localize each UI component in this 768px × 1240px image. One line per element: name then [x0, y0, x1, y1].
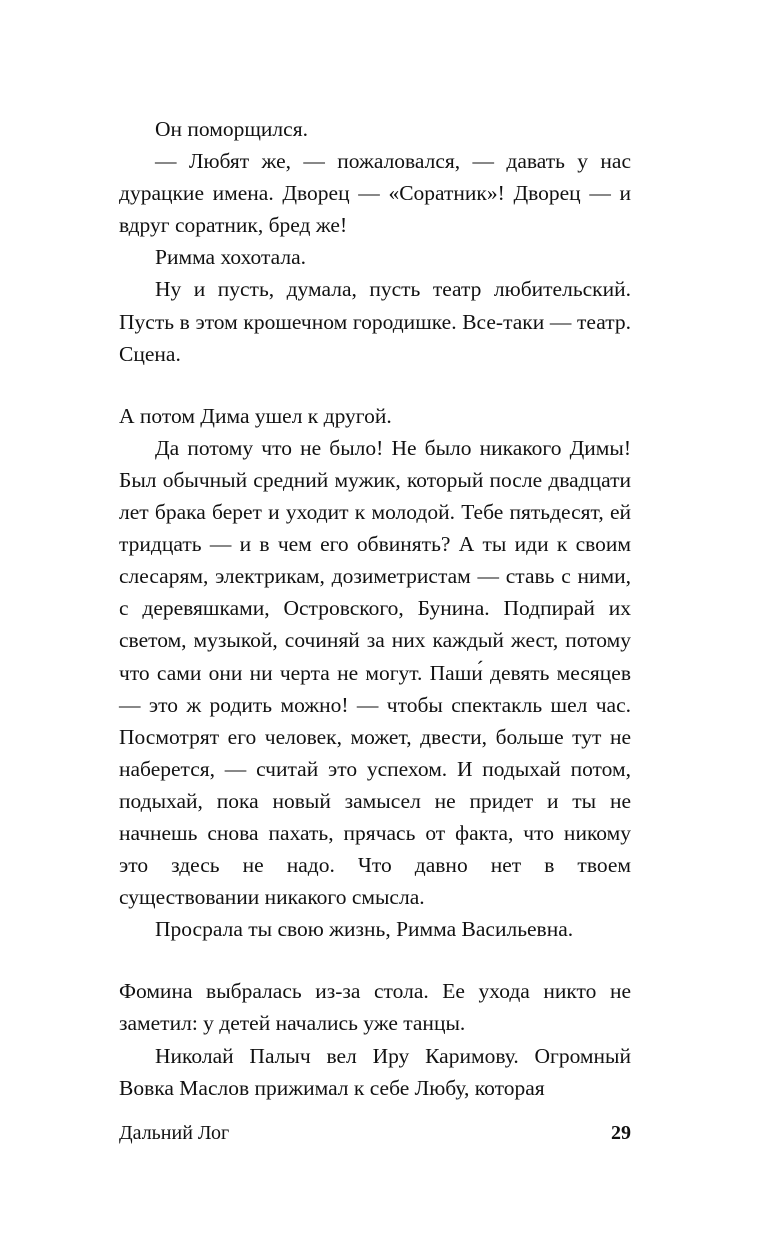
- paragraph: Да потому что не было! Не было никакого Димы! Был обычный средний мужик, который после двадцати лет брака берет и уходит к молодой. Тебе пятьдесят, ей тридцать — и в чем его обвинять? А ты иди к своим слесарям, электрикам, дозиметристам — ставь с ними, с деревяшками, Островского, Бунина. Подпирай их светом, музыкой, сочиняй за них каждый жест, потому что сами они ни черта не могут. Паши́ девять месяцев — это ж родить можно! — чтобы спектакль шел час. Посмотрят его человек, может, двести, больше тут не наберется, — считай это успехом. И подыхай потом, подыхай, пока новый замысел не придет и ты не начнешь снова пахать, прячась от факта, что никому это здесь не надо. Что давно нет в твоем существовании никакого смысла.: [119, 435, 631, 910]
- page-number: 29: [611, 1122, 631, 1144]
- paragraph: Николай Палыч вел Иру Каримову. Огромный Вовка Маслов прижимал к себе Любу, которая: [119, 1043, 631, 1100]
- paragraph: Он поморщился.: [155, 117, 308, 141]
- section-break: [119, 945, 631, 975]
- paragraph: Фомина выбралась из-за стола. Ее ухода никто не заметил: у детей начались уже танцы.: [119, 979, 631, 1036]
- section-break: [119, 370, 631, 400]
- paragraph: — Любят же, — пожаловался, — давать у нас дурацкие имена. Дворец — «Соратник»! Дворец — и вдруг соратник, бред же!: [119, 149, 631, 238]
- paragraph: Просрала ты свою жизнь, Римма Васильевна.: [155, 917, 574, 942]
- running-title: Дальний Лог: [119, 1122, 230, 1144]
- paragraph: А потом Дима ушел к другой.: [119, 403, 392, 428]
- paragraph: Римма хохотала.: [155, 245, 307, 270]
- page-body-text: [119, 113, 631, 1104]
- page-footer: [119, 1119, 631, 1149]
- paragraph: Ну и пусть, думала, пусть театр любительский. Пусть в этом крошечном городишке. Все-таки — театр. Сцена.: [119, 277, 631, 366]
